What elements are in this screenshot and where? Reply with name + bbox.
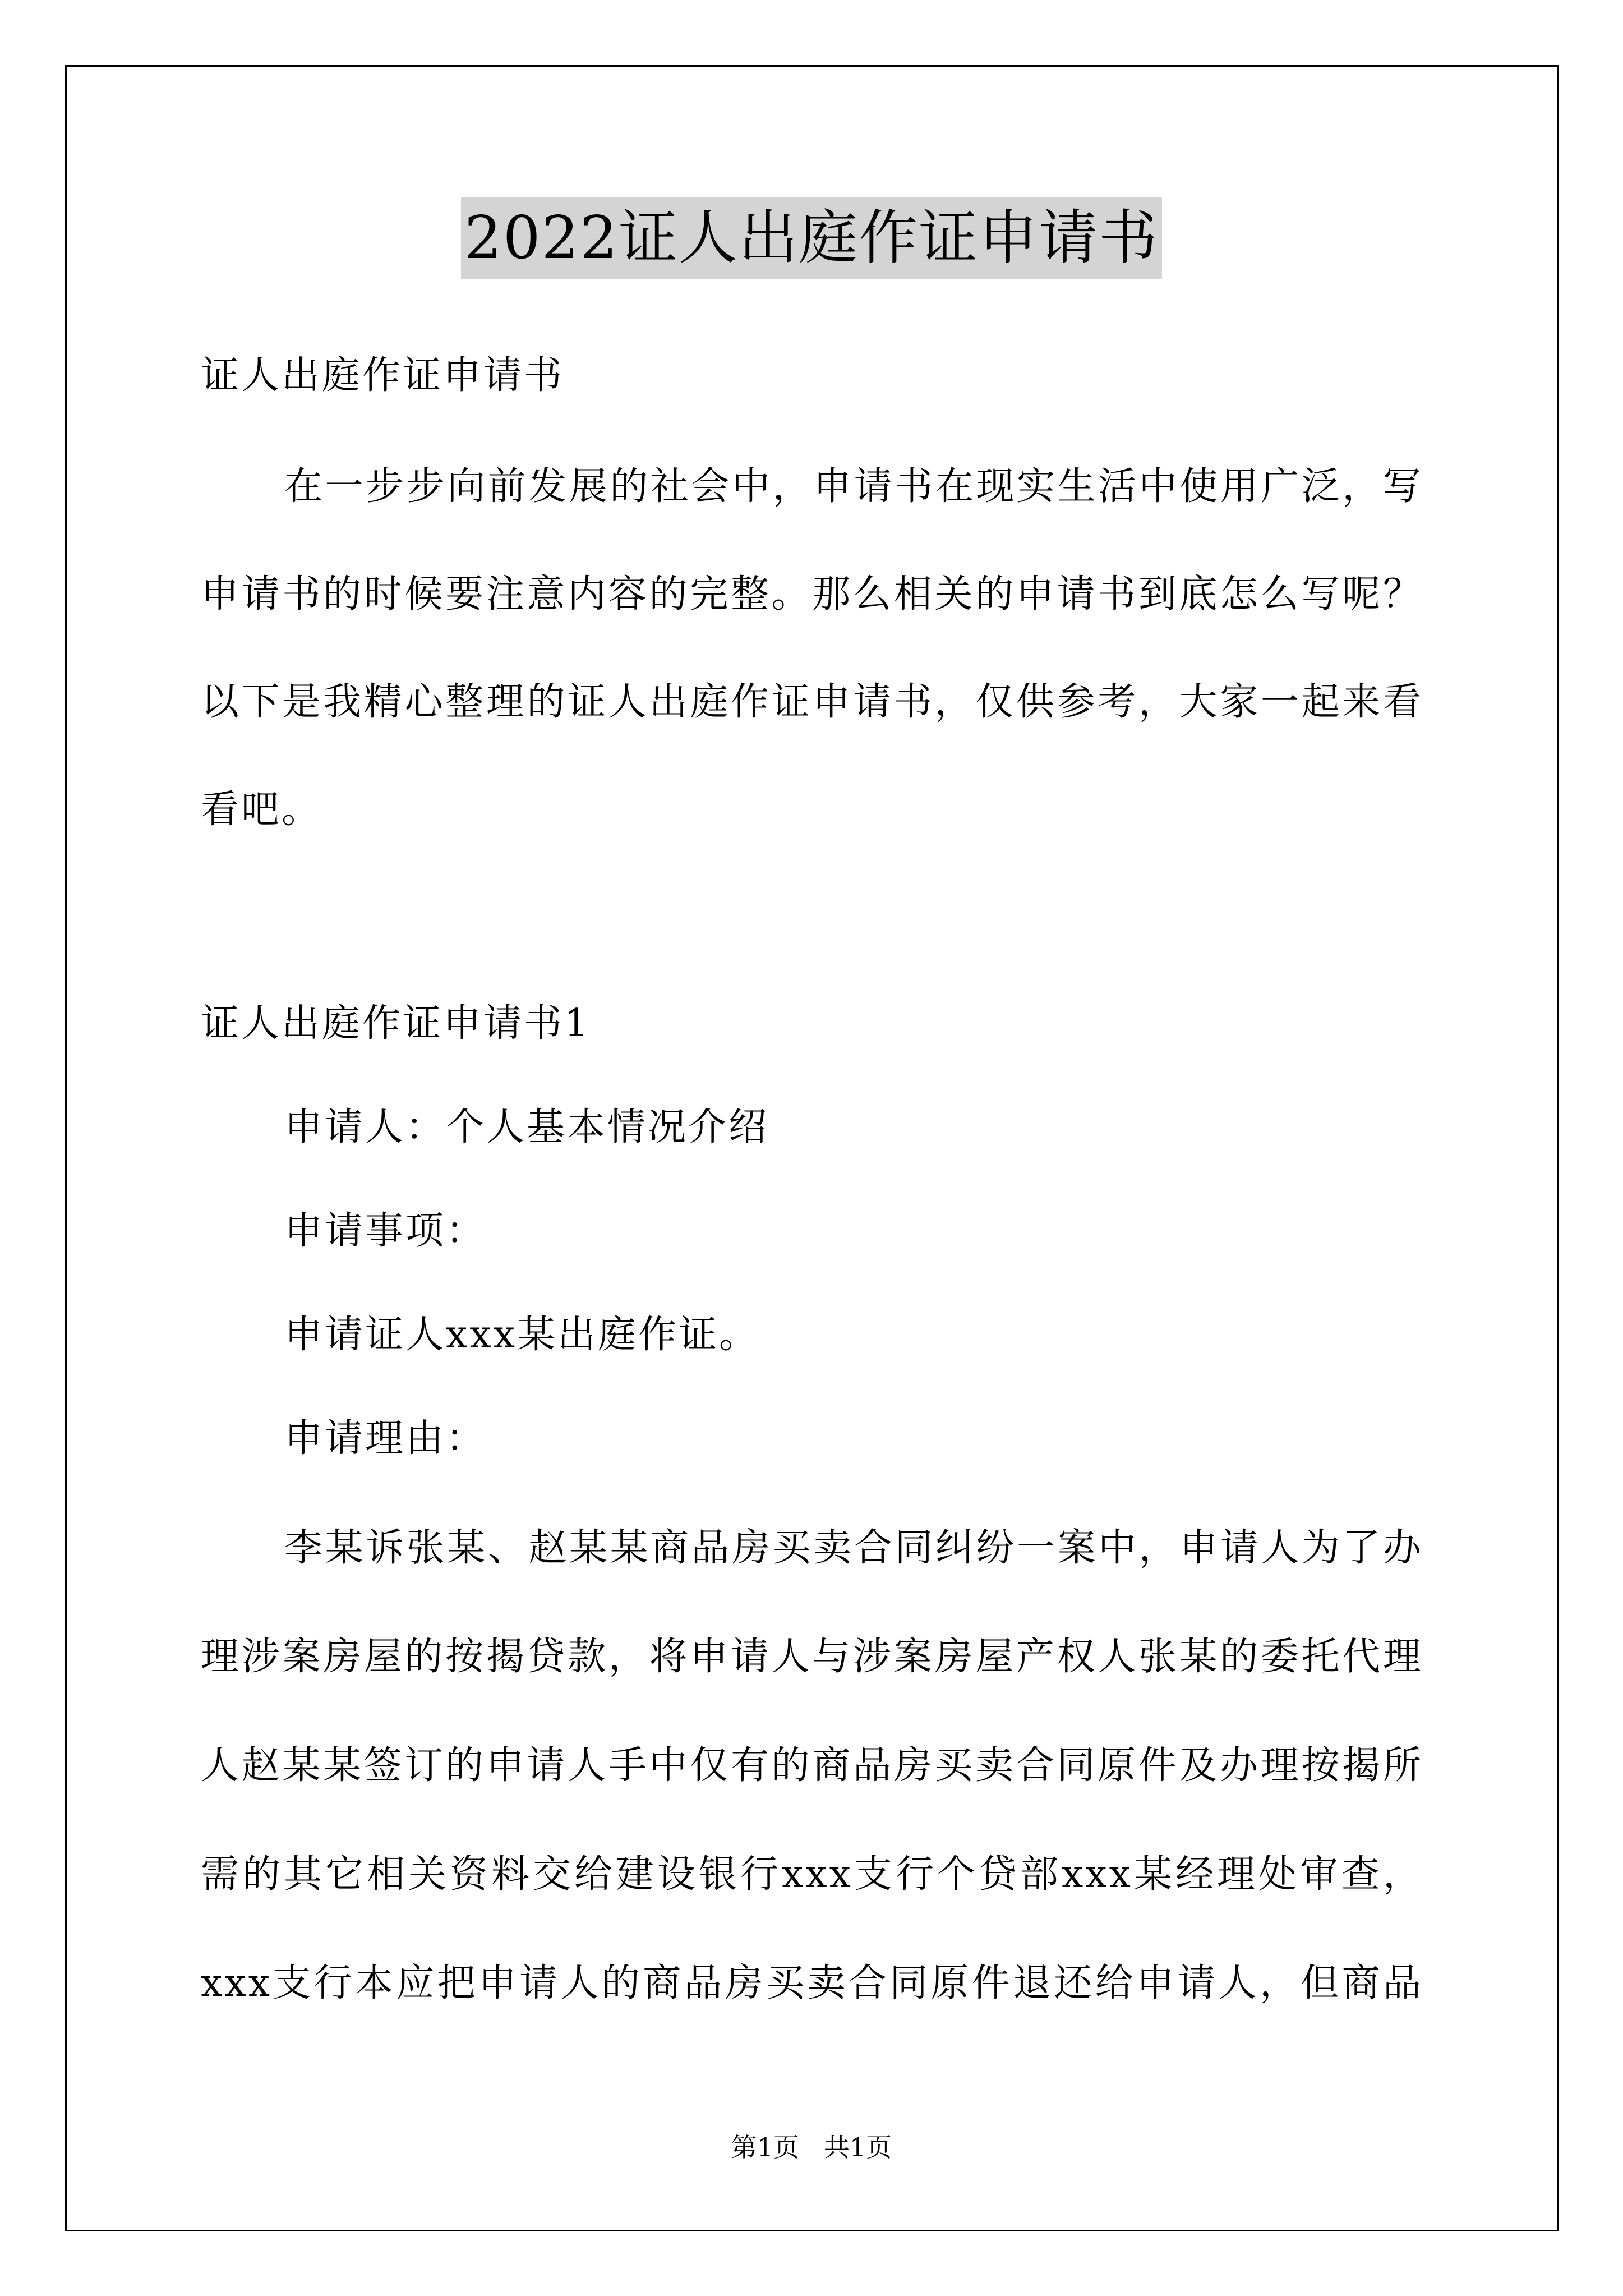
reason-label: 申请理由： xyxy=(284,1416,487,1461)
applicant-line: 申请人：个人基本情况介绍 xyxy=(284,1105,769,1149)
page-number-footer: 第1页 共1页 xyxy=(731,2132,892,2162)
reason-line-2: 理涉案房屋的按揭贷款，将申请人与涉案房屋产权人张某的委托代理 xyxy=(201,1635,1423,1679)
reason-line-4: 需的其它相关资料交给建设银行xxx支行个贷部xxx某经理处审查， xyxy=(201,1852,1423,1897)
section-title: 证人出庭作证申请书1 xyxy=(201,1001,591,1046)
intro-line-1: 在一步步向前发展的社会中，申请书在现实生活中使用广泛，写 xyxy=(284,464,1423,509)
reason-line-1: 李某诉张某、赵某某商品房买卖合同纠纷一案中，申请人为了办 xyxy=(284,1526,1423,1570)
document-subtitle: 证人出庭作证申请书 xyxy=(201,353,565,398)
matters-content: 申请证人xxx某出庭作证。 xyxy=(284,1313,760,1357)
intro-line-3: 以下是我精心整理的证人出庭作证申请书，仅供参考，大家一起来看 xyxy=(201,680,1423,724)
title-container xyxy=(0,197,1623,279)
reason-line-5: xxx支行本应把申请人的商品房买卖合同原件退还给申请人，但商品 xyxy=(201,1961,1423,2005)
intro-line-4: 看吧。 xyxy=(201,788,322,832)
reason-line-3: 人赵某某签订的申请人手中仅有的商品房买卖合同原件及办理按揭所 xyxy=(201,1743,1423,1788)
intro-line-2: 申请书的时候要注意内容的完整。那么相关的申请书到底怎么写呢？ xyxy=(201,572,1423,616)
matters-label: 申请事项： xyxy=(284,1209,487,1253)
document-title: 2022证人出庭作证申请书 xyxy=(461,197,1162,279)
